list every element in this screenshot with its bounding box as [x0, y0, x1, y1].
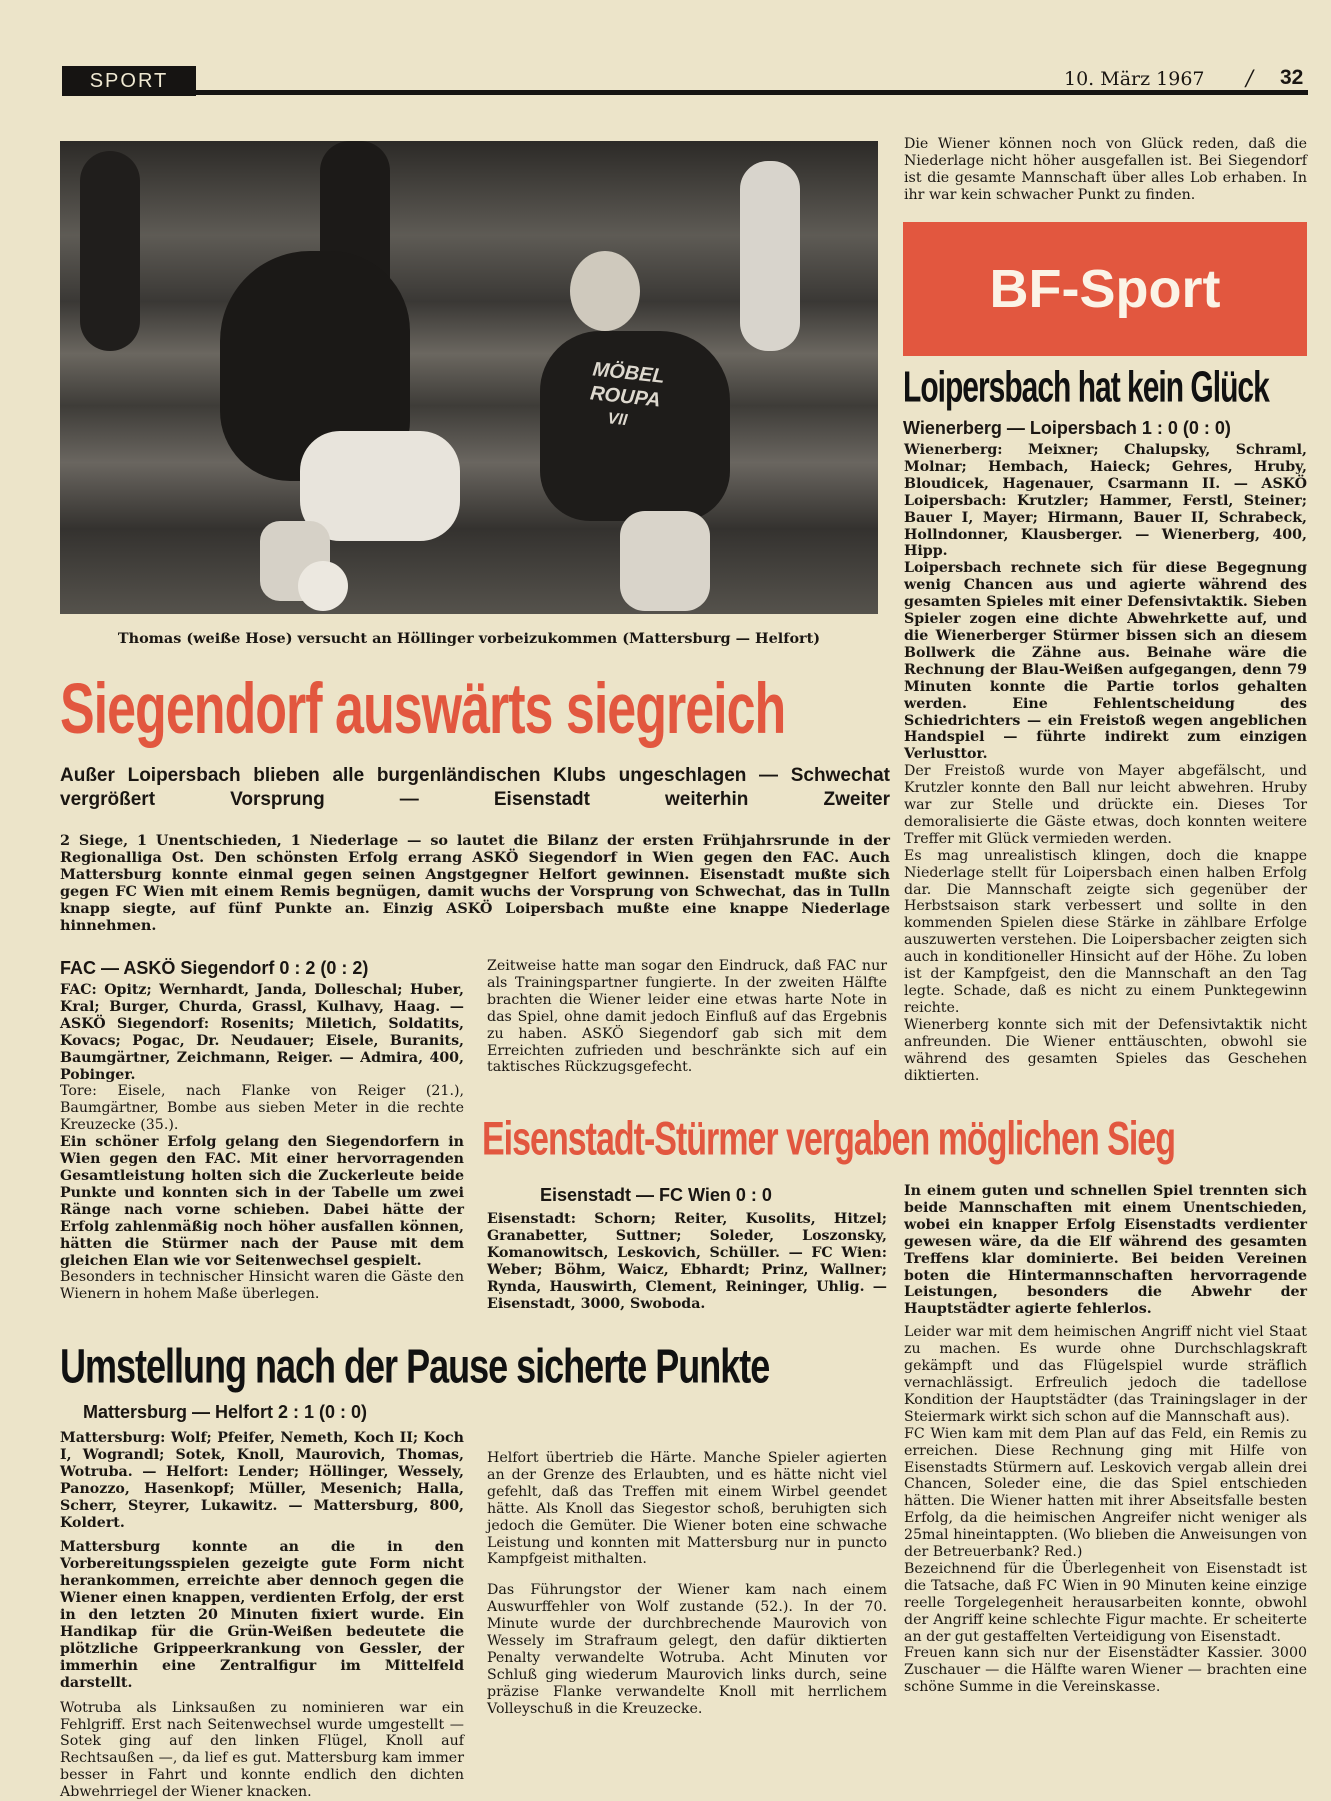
- shirt-text: MÖBEL ROUPA VII: [589, 358, 666, 430]
- mattersburg-paragraph-3: Helfort übertrieb die Härte. Manche Spieler agierten an der Grenze des Erlaubten, und es hätte nicht viel gefehlt, daß das Treffen mit einem Wirbel geendet hätte. Als Knoll das Siegestor schoß, beruhigten sich jedoch die Gemüter. Die Wiener boten eine schwache Leistung und konnten mit Mattersburg nur in puncto Kampfgeist mithalten.: [487, 1450, 887, 1568]
- loipersbach-headline: Loipersbach hat kein Glück: [903, 364, 1269, 412]
- match-photo: [60, 141, 878, 614]
- background-player: [80, 151, 140, 351]
- page-number: 32: [1280, 66, 1304, 89]
- mattersburg-paragraph-1: Mattersburg konnte an die in den Vorbereitungsspielen gezeigte gute Form nicht herankommen, erreichte aber dennoch gegen die Wiener einen knappen, verdienten Erfolg, der erst in den letzten 20 Minuten fixiert wurde. Ein Handikap für die Grün-Weißen bedeutete die plötzliche Grippeerkrankung von Gessler, der immerhin eine Zentralfigur im Mittelfeld darstellt.: [60, 1539, 464, 1691]
- eisenstadt-paragraph-2: Leider war mit dem heimischen Angriff nicht viel Staat zu machen. Es wurde ohne Durchschlagskraft gekämpft und das Flügelspiel wurde sträflich vernachlässigt. Erfreulich jedoch die tadellose Kondition der Hauptstädter (das Trainingslager in der Steiermark wirkt sich schon auf die Mannschaft aus).: [904, 1324, 1307, 1425]
- main-subhead: Außer Loipersbach blieben alle burgenländischen Klubs ungeschlagen — Schwechat vergrößert Vorsprung — Eisenstadt weiterhin Zweiter: [60, 765, 890, 810]
- eisenstadt-paragraph-1: In einem guten und schnellen Spiel trennten sich beide Mannschaften mit einem Unentschieden, wobei ein knapper Erfolg Eisenstadts verdienter gewesen wäre, da die Elf während des gesamten Treffens klar dominierte. Bei beiden Vereinen boten die Hintermannschaften hervorragende Leistungen, besonders die Abwehr der Hauptstädter agierte fehlerlos.: [904, 1183, 1307, 1318]
- eisenstadt-result: Eisenstadt — FC Wien 0 : 0: [540, 1185, 772, 1205]
- eisenstadt-col-2: [904, 1183, 1307, 1696]
- mattersburg-col-2: [487, 1450, 887, 1718]
- mattersburg-result: Mattersburg — Helfort 2 : 1 (0 : 0): [83, 1402, 368, 1422]
- background-player: [740, 161, 800, 351]
- eisenstadt-lineup: Eisenstadt: Schorn; Reiter, Kusolits, Hitzel; Granabetter, Suttner; Soleder, Loszonsky, Komanowitsch, Leskovich, Schüller. — FC Wien: Weber; Böhm, Waicz, Ebhardt; Prinz, Wallner; Rynda, Hauswirth, Clement, Reininger, Uhlig. — Eisenstadt, 3000, Swoboda.: [487, 1211, 887, 1312]
- section-label: SPORT: [62, 66, 196, 96]
- loipersbach-paragraph-4: Wienerberg konnte sich mit der Defensivtaktik nicht anfreunden. Die Wiener enttäuschten, obwohl sie während des gesamten Spieles das Geschehen diktierten.: [904, 1016, 1307, 1084]
- mattersburg-headline: Umstellung nach der Pause sicherte Punkte: [60, 1338, 770, 1394]
- fac-col-2: [487, 958, 887, 1076]
- eisenstadt-paragraph-3: FC Wien kam mit dem Plan auf das Feld, ein Remis zu erreichen. Diese Rechnung ging mit Hilfe von Eisenstadts Stürmern auf. Leskovich vergab allein drei Chancen, Soleder eine, die das Spiel entschieden hätten. Die Wiener hatten mit ihrer Abseitsfalle besten Erfolg, da die heimischen Angreifer nicht weniger als 25mal hineintappten. (Wo blieben die Anweisungen von der Betreuerbank? Red.): [904, 1425, 1307, 1561]
- loipersbach-col: [904, 136, 1307, 204]
- fac-paragraph-1: Ein schöner Erfolg gelang den Siegendorfern in Wien gegen den FAC. Mit einer hervorragenden Gesamtleistung holten sich die Zuckerleute beide Punkte und konnten sich in der Tabelle um zwei Ränge nach vorne schieben. Dabei hätte der Erfolg zahlenmäßig noch höher ausfallen können, hätten die Stürmer nach der Pause mit dem gleichen Elan wie vor Seitenwechsel gespielt.: [60, 1134, 464, 1269]
- header-separator: /: [1246, 66, 1254, 90]
- player-right-leg: [620, 511, 710, 611]
- football: [298, 561, 348, 611]
- fac-goals: Tore: Eisele, nach Flanke von Reiger (21.), Baumgärtner, Bombe aus sieben Meter in die rechte Kreuzecke (35.).: [60, 1083, 464, 1134]
- bf-sport-banner: BF-Sport: [903, 222, 1307, 356]
- loipersbach-paragraph-3: Es mag unrealistisch klingen, doch die knappe Niederlage stellt für Loipersbach einen halben Erfolg dar. Die Mannschaft zeigte sich gegenüber der Herbstsaison stark verbessert und sollte in den kommenden Spielen diese Stärke in zählbare Erfolge auszuwerten verstehen. Die Loipersbacher zeigten sich auch in konditioneller Hinsicht auf der Höhe. Zu loben ist der Kampfgeist, den die Mannschaft an den Tag legte. Schade, daß es nicht zu einem Punktegewinn reichte.: [904, 847, 1307, 1016]
- loipersbach-result: Wienerberg — Loipersbach 1 : 0 (0 : 0): [903, 418, 1231, 438]
- loipersbach-paragraph-2: Der Freistoß wurde von Mayer abgefälscht, und Krutzler konnte den Ball nur leicht abwehren. Hruby war zur Stelle und drückte ein. Dieses Tor demoralisierte die Gäste etwas, doch konnten weitere Treffer mit Glück vermieden werden.: [904, 763, 1307, 847]
- fac-col-1: [60, 982, 464, 1303]
- photo-caption: Thomas (weiße Hose) versucht an Höllinger vorbeizukommen (Mattersburg — Helfort): [117, 630, 821, 647]
- main-lead: 2 Siege, 1 Unentschieden, 1 Niederlage — so lautet die Bilanz der ersten Frühjahrsrunde in der Regionalliga Ost. Den schönsten Erfolg errang ASKÖ Siegendorf in Wien gegen den FAC. Auch Mattersburg konnte einmal gegen seinen Angstgegner Helfort gewinnen. Eisenstadt mußte sich gegen FC Wien mit einem Remis begnügen, damit wuchs der Vorsprung von Schwechat, das in Tulln knapp siegte, auf fünf Punkte an. Einzig ASKÖ Loipersbach mußte eine knappe Niederlage hinnehmen.: [60, 832, 890, 935]
- eisenstadt-col-1: [487, 1211, 887, 1312]
- player-left-shorts: [300, 431, 460, 541]
- mattersburg-lineup: Mattersburg: Wolf; Pfeifer, Nemeth, Koch II; Koch I, Wograndl; Sotek, Knoll, Maurovich, Thomas, Wotruba. — Helfort: Lender; Höllinger, Wessely, Panozzo, Hasenkopf; Müller, Mesenich; Halla, Scherr, Steyrer, Lukawitz. — Mattersburg, 800, Koldert.: [60, 1430, 464, 1531]
- loipersbach-intro: Die Wiener können noch von Glück reden, daß die Niederlage nicht höher ausgefallen ist. Bei Siegendorf ist die gesamte Mannschaft über alles Lob erhaben. In ihr war kein schwacher Punkt zu finden.: [904, 136, 1307, 203]
- mattersburg-col-1: [60, 1430, 464, 1801]
- loipersbach-lineup: Wienerberg: Meixner; Chalupsky, Schraml, Molnar; Hembach, Haieck; Gehres, Hruby, Bloudicek, Hagenauer, Csarmann II. — ASKÖ Loipersbach: Krutzler; Hammer, Ferstl, Steiner; Bauer I, Mayer; Hirmann, Bauer II, Schrabeck, Hollndonner, Klausberger. — Wienerberg, 400, Hipp.: [904, 442, 1307, 560]
- player-right-head: [570, 251, 640, 331]
- issue-date: 10. März 1967: [1064, 68, 1205, 90]
- eisenstadt-paragraph-5: Freuen kann sich nur der Eisenstädter Kassier. 3000 Zuschauer — die Hälfte waren Wiener — brachten eine schöne Summe in die Vereinskasse.: [904, 1645, 1307, 1696]
- main-headline: Siegendorf auswärts siegreich: [60, 669, 786, 750]
- fac-paragraph-2: Besonders in technischer Hinsicht waren die Gäste den Wienern in hohem Maße überlegen.: [60, 1269, 464, 1303]
- loipersbach-body: [904, 442, 1307, 1084]
- eisenstadt-headline: Eisenstadt-Stürmer vergaben möglichen Sieg: [482, 1113, 1175, 1166]
- eisenstadt-paragraph-4: Bezeichnend für die Überlegenheit von Eisenstadt ist die Tatsache, daß FC Wien in 90 Minuten keine einzige reelle Torgelegenheit herausarbeiten konnte, obwohl der Angriff keine schlechte Figur machte. Er scheiterte an der gut gestaffelten Verteidigung von Eisenstadt.: [904, 1560, 1307, 1645]
- mattersburg-paragraph-4: Das Führungstor der Wiener kam nach einem Auswurffehler von Wolf zustande (52.). In der 70. Minute wurde der durchbrechende Maurovich von Wessely im Strafraum gelegt, den dafür diktierten Penalty verwandelte Wotruba. Acht Minuten vor Schluß ging wiederum Maurovich links durch, seine präzise Flanke verwandelte Knoll mit herrlichem Volleyschuß in die Kreuzecke.: [487, 1582, 887, 1717]
- loipersbach-paragraph-1: Loipersbach rechnete sich für diese Begegnung wenig Chancen aus und agierte während des gesamten Spieles mit einer Defensivtaktik. Sieben Spieler zogen eine dichte Abwehrkette auf, und die Wienerberger Stürmer bissen sich an diesem Bollwerk die Zähne aus. Beinahe wäre die Rechnung der Blau-Weißen aufgegangen, denn 79 Minuten konnte die Partie torlos gehalten werden. Eine Fehlentscheidung des Schiedrichters — ein Freistoß wegen angeblichen Handspiel — führte indirekt zum einzigen Verlusttor.: [904, 560, 1307, 763]
- fac-paragraph-3: Zeitweise hatte man sogar den Eindruck, daß FAC nur als Trainingspartner fungierte. In der zweiten Hälfte brachten die Wiener leider eine etwas harte Note in das Spiel, ohne damit jedoch Einfluß auf das Ergebnis zu haben. ASKÖ Siegendorf gab sich mit dem Erreichten zufrieden und beschränkte sich auf ein taktisches Rückzugsgefecht.: [487, 958, 887, 1076]
- fac-lineup: FAC: Opitz; Wernhardt, Janda, Dolleschal; Huber, Kral; Burger, Churda, Grassl, Kulhavy, Haag. — ASKÖ Siegendorf: Rosenits; Miletich, Soldatits, Kovacs; Pogac, Dr. Neudauer; Eisele, Buranits, Baumgärtner, Zeichmann, Reiger. — Admira, 400, Pobinger.: [60, 982, 464, 1083]
- fac-result: FAC — ASKÖ Siegendorf 0 : 2 (0 : 2): [60, 958, 369, 978]
- header-rule: [196, 90, 1308, 95]
- mattersburg-paragraph-2: Wotruba als Linksaußen zu nominieren war ein Fehlgriff. Erst nach Seitenwechsel wurde umgestellt — Sotek ging auf den linken Flügel, Knoll auf Rechtsaußen —, da lief es gut. Mattersburg kam immer besser in Fahrt und konnte endlich den dichten Abwehrriegel der Wiener knacken.: [60, 1699, 464, 1801]
